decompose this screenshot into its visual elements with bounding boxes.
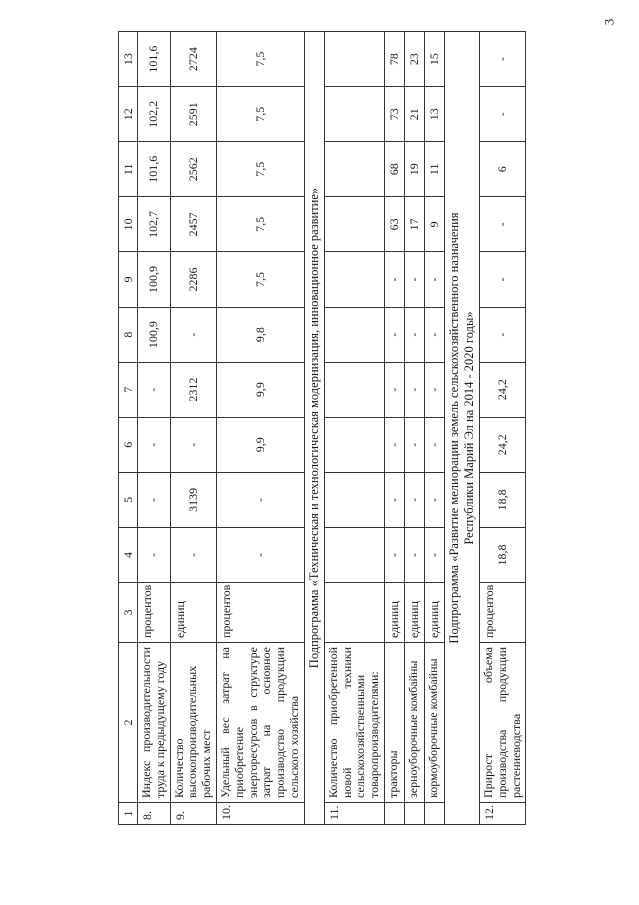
header-cell-1: 1	[119, 803, 138, 825]
value-cell: -	[216, 472, 304, 527]
unit-cell: единиц	[424, 583, 444, 643]
value-cell: 2562	[170, 142, 216, 197]
value-cell: 2312	[170, 362, 216, 417]
value-cell: -	[424, 417, 444, 472]
row-number	[384, 803, 404, 825]
value-cell: -	[170, 307, 216, 362]
value-cell: 6	[479, 142, 525, 197]
row-number: 10.	[216, 803, 304, 825]
subprogram-title-2-line: Подпрограмма «Развитие мелиорации земель сельскохозяйственного назначения	[446, 212, 461, 644]
indicator-name: Количество высокопроизводительных рабочих мест	[170, 643, 216, 803]
value-cell: -	[404, 417, 424, 472]
value-cell: -	[138, 527, 171, 582]
value-cell: -	[384, 252, 404, 307]
value-cell: 100,9	[138, 252, 171, 307]
value-cell: 24,2	[479, 417, 525, 472]
value-cell	[324, 87, 384, 142]
value-cell: 9	[424, 197, 444, 252]
value-cell: 63	[384, 197, 404, 252]
value-cell: 100,9	[138, 307, 171, 362]
table-row	[216, 32, 304, 825]
value-cell: -	[138, 472, 171, 527]
header-cell-7: 7	[119, 362, 138, 417]
unit-cell: единиц	[170, 583, 216, 643]
unit-cell	[324, 583, 384, 643]
value-cell: -	[138, 417, 171, 472]
header-row	[119, 32, 138, 825]
header-cell-13: 13	[119, 32, 138, 87]
unit-cell: процентов	[216, 583, 304, 643]
table-row	[138, 32, 171, 825]
subprogram-title-1	[304, 32, 324, 825]
value-cell: 7,5	[216, 87, 304, 142]
value-cell: 73	[384, 87, 404, 142]
value-cell: 78	[384, 32, 404, 87]
indicator-name: Количество приобретенной новой техники сельскохозяйственными товаропроизводителями:	[324, 643, 384, 803]
value-cell	[324, 527, 384, 582]
subprogram-title-2-line-2: Республики Марий Эл на 2014 - 2020 годы»	[461, 311, 476, 545]
subprogram-title-1-row	[304, 32, 324, 825]
header-cell-2: 2	[119, 643, 138, 803]
table-row	[170, 32, 216, 825]
value-cell: 9,8	[216, 307, 304, 362]
unit-cell: единиц	[404, 583, 424, 643]
header-cell-11: 11	[119, 142, 138, 197]
unit-cell: процентов	[138, 583, 171, 643]
value-cell: -	[384, 362, 404, 417]
value-cell: 3139	[170, 472, 216, 527]
value-cell: 2724	[170, 32, 216, 87]
value-cell: -	[424, 307, 444, 362]
table-row	[324, 32, 384, 825]
row-number: 11.	[324, 803, 384, 825]
indicator-name: тракторы	[384, 643, 404, 803]
value-cell: -	[424, 362, 444, 417]
value-cell	[324, 197, 384, 252]
value-cell: -	[404, 362, 424, 417]
value-cell: 102,2	[138, 87, 171, 142]
value-cell	[324, 142, 384, 197]
row-number: 8.	[138, 803, 171, 825]
table-row	[424, 32, 444, 825]
row-number	[404, 803, 424, 825]
value-cell: -	[404, 307, 424, 362]
row-number: 12.	[479, 803, 525, 825]
value-cell: -	[216, 527, 304, 582]
indicator-name: Индекс производительности труда к предыдущему году	[138, 643, 171, 803]
value-cell: -	[479, 197, 525, 252]
indicator-name: кормоуборочные комбайны	[424, 643, 444, 803]
value-cell: 2457	[170, 197, 216, 252]
value-cell: -	[479, 32, 525, 87]
value-cell: -	[384, 307, 404, 362]
subprogram-title-1-line: Подпрограмма «Техническая и технологическая модернизация, инновационное развитие»	[306, 187, 321, 669]
value-cell: 21	[404, 87, 424, 142]
value-cell: -	[404, 252, 424, 307]
value-cell: 2591	[170, 87, 216, 142]
value-cell: 18,8	[479, 527, 525, 582]
unit-cell: единиц	[384, 583, 404, 643]
value-cell: -	[138, 362, 171, 417]
value-cell: -	[170, 527, 216, 582]
value-cell: -	[404, 472, 424, 527]
value-cell: 15	[424, 32, 444, 87]
table-row	[404, 32, 424, 825]
value-cell: 23	[404, 32, 424, 87]
value-cell	[324, 472, 384, 527]
value-cell: -	[479, 307, 525, 362]
value-cell: -	[479, 252, 525, 307]
value-cell: 101,6	[138, 32, 171, 87]
value-cell: 9,9	[216, 362, 304, 417]
value-cell: 2286	[170, 252, 216, 307]
value-cell: 13	[424, 87, 444, 142]
header-cell-9: 9	[119, 252, 138, 307]
value-cell	[324, 417, 384, 472]
value-cell	[324, 32, 384, 87]
row-number	[424, 803, 444, 825]
header-cell-5: 5	[119, 472, 138, 527]
value-cell: 7,5	[216, 32, 304, 87]
header-cell-3: 3	[119, 583, 138, 643]
indicator-name: Прирост объема производства продукции растениеводства	[479, 643, 525, 803]
unit-cell: процентов	[479, 583, 525, 643]
indicator-name: Удельный вес затрат на приобретение энергоресурсов в структуре затрат на основное производство продукции сельского хозяйства	[216, 643, 304, 803]
value-cell	[324, 252, 384, 307]
value-cell: 7,5	[216, 142, 304, 197]
value-cell: -	[170, 417, 216, 472]
header-cell-12: 12	[119, 87, 138, 142]
table-row	[479, 32, 525, 825]
value-cell	[324, 362, 384, 417]
value-cell: -	[384, 527, 404, 582]
indicator-name: зерноуборочные комбайны	[404, 643, 424, 803]
subprogram-title-2-row	[444, 32, 479, 825]
value-cell: 68	[384, 142, 404, 197]
value-cell: 19	[404, 142, 424, 197]
header-cell-6: 6	[119, 417, 138, 472]
header-cell-10: 10	[119, 197, 138, 252]
value-cell: -	[424, 472, 444, 527]
value-cell: 7,5	[216, 252, 304, 307]
value-cell: 24,2	[479, 362, 525, 417]
value-cell: 17	[404, 197, 424, 252]
value-cell: 18,8	[479, 472, 525, 527]
table-row	[384, 32, 404, 825]
value-cell: -	[424, 527, 444, 582]
value-cell: -	[404, 527, 424, 582]
value-cell: -	[384, 472, 404, 527]
header-cell-8: 8	[119, 307, 138, 362]
value-cell	[324, 307, 384, 362]
subprogram-title-2	[444, 32, 479, 825]
row-number: 9.	[170, 803, 216, 825]
value-cell: 11	[424, 142, 444, 197]
value-cell: 7,5	[216, 197, 304, 252]
value-cell: -	[479, 87, 525, 142]
header-cell-4: 4	[119, 527, 138, 582]
value-cell: 101,6	[138, 142, 171, 197]
value-cell: -	[424, 252, 444, 307]
page-number: 3	[601, 18, 617, 26]
value-cell: 9,9	[216, 417, 304, 472]
indicator-table	[118, 31, 526, 825]
value-cell: -	[384, 417, 404, 472]
value-cell: 102,7	[138, 197, 171, 252]
indicator-table-container	[118, 31, 638, 825]
